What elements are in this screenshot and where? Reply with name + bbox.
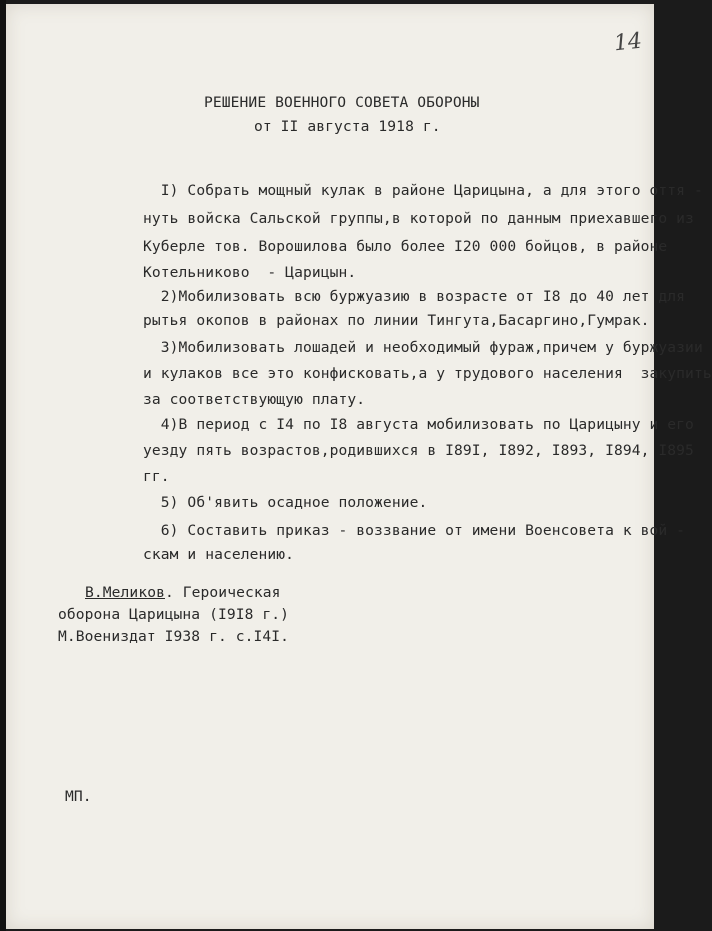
- document-title: РЕШЕНИЕ ВОЕННОГО СОВЕТА ОБОРОНЫ: [204, 94, 480, 111]
- source-title-start: . Героическая: [164, 584, 281, 601]
- source-citation-line: [85, 584, 281, 601]
- body-line: I) Собрать мощный кулак в районе Царицына, а для этого оття -: [143, 182, 703, 199]
- body-line: Куберле тов. Ворошилова было более I20 000 бойцов, в районе: [143, 238, 668, 255]
- body-line: уезду пять возрастов,родившихся в I89I, I892, I893, I894, I895: [143, 442, 694, 459]
- document-date: от II августа 1918 г.: [254, 118, 441, 135]
- body-line: 5) Об'явить осадное положение.: [143, 494, 428, 511]
- body-line: 6) Составить приказ - воззвание от имени Военсовета к вой -: [143, 522, 686, 539]
- source-citation-line: оборона Царицына (I9I8 г.): [58, 606, 290, 623]
- body-line: 4)В период с I4 по I8 августа мобилизовать по Царицыну и его: [143, 416, 694, 433]
- body-line: скам и населению.: [143, 546, 295, 563]
- page-number: 14: [612, 28, 644, 57]
- body-line: и кулаков все это конфисковать,а у трудового населения закупить: [143, 365, 712, 382]
- body-line: Котельниково - Царицын.: [143, 264, 357, 281]
- body-line: нуть войска Сальской группы,в которой по данным приехавшего из: [143, 210, 694, 227]
- body-line: за соответствующую плату.: [143, 391, 366, 408]
- body-line: 2)Мобилизовать всю буржуазию в возрасте от I8 до 40 лет для: [143, 288, 686, 305]
- body-line: 3)Мобилизовать лошадей и необходимый фураж,причем у буржуазии: [143, 339, 703, 356]
- source-citation-line: М.Воениздат I938 г. с.I4I.: [58, 628, 290, 645]
- typist-initials: МП.: [65, 788, 92, 805]
- body-line: гг.: [143, 468, 170, 485]
- body-line: рытья окопов в районах по линии Тингута,Басаргино,Гумрак.: [143, 312, 650, 329]
- source-author: В.Меликов: [85, 584, 165, 601]
- document-page: [6, 4, 712, 929]
